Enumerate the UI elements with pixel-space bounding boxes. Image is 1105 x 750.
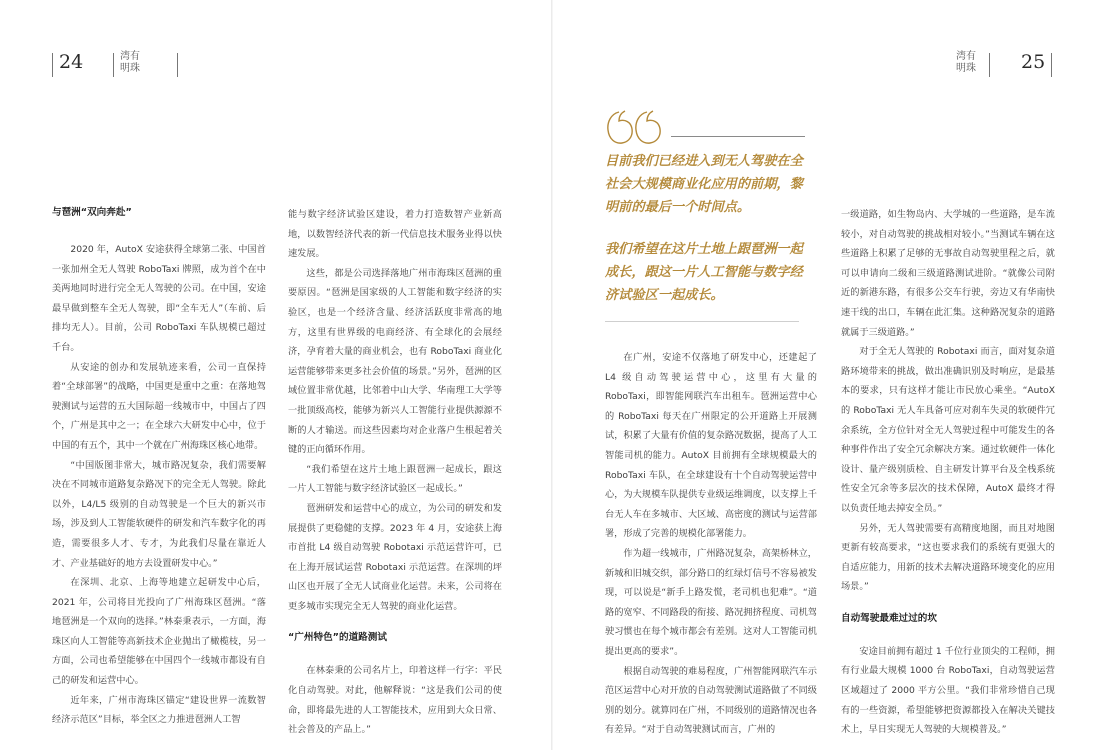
body-paragraph: 一级道路，如生物岛内、大学城的一些道路，是车流较小，对自动驾驶的挑战相对较小。”当测试车辆在这些道路上积累了足够的无事故自动驾驶里程之后，就可以申请向二级和三级道路测试进阶。“就像公司附近的新港东路，有很多公交车行驶，旁边又有华南快速干线的出口，车辆在此汇集。这种路况复杂的道路就属于三级道路。”	[841, 209, 1055, 338]
section-heading: 与琶洲“双向奔赴”	[52, 207, 132, 218]
body-paragraph: 对于全无人驾驶的 Robotaxi 而言，面对复杂道路环境带来的挑战，做出准确识别及时响应，是最基本的要求，只有这样才能让市民放心乘坐。“AutoX 的 RoboTaxi 无人车具备可应对刹车失灵的软硬件冗余系统，全方位针对全无人驾驶过程中可能发生的各种事件作出了安全冗余解决方案。通过软硬件一体化设计、量产级别质检、自主研发计算平台及全栈系统性安全冗余等多层次的技术保障，AutoX 最终才得以负责任地去掉安全员。”	[841, 346, 1055, 514]
section-heading: “广州特色”的道路测试	[288, 632, 387, 644]
quote-rule	[605, 321, 799, 322]
page-number: 25	[1021, 51, 1046, 73]
section-heading: 自动驾驶最难过过的坎	[841, 612, 937, 624]
quote-rule	[671, 136, 805, 137]
quote-mark-icon	[605, 100, 665, 146]
body-paragraph: 能与数字经济试验区建设，着力打造数智产业新高地，以数智经济代表的新一代信息技术服务业得以快速发展。	[288, 209, 502, 260]
body-paragraph: 这些，都是公司选择落地广州市海珠区琶洲的重要原因。“琶洲是国家级的人工智能和数字经济的实验区，也是一个经济含量、经济活跃度非常高的地方，这里有世界级的电商经济、有全球化的会展经济，孕育着大量的商业机会，也有 RoboTaxi 商业化运营能够带来更多社会价值的场景。”另外，琶洲的区域位置非常优越，比邻着中山大学、华南理工大学等一批顶级高校，能够为新兴人工智能行业提供源源不断的人才输送。而这些因素均对企业落户生根起着关键的正向循环作用。	[288, 267, 502, 456]
brand-line-1: 湾有	[120, 51, 140, 62]
body-paragraph: 从安途的创办和发展轨迹来看，公司一直保持着“全球部署”的战略，中国更是重中之重：在落地驾驶测试与运营的五大国际超一线城市中，中国占了四个，广州是其中之一；在全球六大研发中心中，位于中国的有五个，其中一个就在广州海珠区核心地带。	[52, 361, 266, 451]
body-paragraph: “中国版图非常大，城市路况复杂，我们需要解决在不同城市道路复杂路况下的完全无人驾驶。除此以外，L4/L5 级别的自动驾驶是一个巨大的新兴市场，涉及到人工智能软硬件的研发和汽车数字化的再造，需要很多人才、专才，为此我们尽量在靠近人才、产业基础好的地方去设置研发中心。”	[52, 459, 266, 569]
header-divider	[52, 53, 53, 77]
body-paragraph: “我们希望在这片土地上跟琶洲一起成长，跟这一片人工智能与数字经济试验区一起成长。”	[288, 463, 502, 495]
body-paragraph: 近年来，广州市海珠区锚定“建设世界一流数智经济示范区”目标，举全区之力推进琶洲人工智	[52, 694, 266, 726]
header-divider	[989, 53, 990, 77]
left-page-header	[0, 47, 552, 77]
text-column-3	[605, 348, 817, 740]
pull-quote-text: 目前我们已经进入到无人驾驶在全社会大规模商业化应用的前期，黎明前的最后一个时间点。	[605, 154, 803, 215]
header-divider	[177, 53, 178, 77]
page-number: 24	[59, 51, 84, 73]
body-paragraph: 2020 年，AutoX 安途获得全球第二张、中国首一张加州全无人驾驶 RoboTaxi 牌照，成为首个在中美两地同时进行完全无人驾驶的公司。在中国，安途最早做到整车全无人驾驶，即“全车无人”（车前、后排均无人）。目前，公司 RoboTaxi 车队规模已超过千台。	[52, 244, 266, 353]
body-paragraph: 根据自动驾驶的难易程度，广州智能网联汽车示范区运营中心对开放的自动驾驶测试道路做了不同级别的划分。就算同在广州，不同级别的道路情况也各有差异。“对于自动驾驶测试而言，广州的	[605, 665, 817, 736]
header-divider	[113, 53, 114, 77]
header-divider	[1051, 53, 1052, 77]
body-paragraph: 在深圳、北京、上海等地建立起研发中心后，2021 年，公司将目光投向了广州海珠区琶洲。“落地琶洲是一个双向的选择。”林泰秉表示，一方面，海珠区向人工智能等高新技术企业抛出了橄榄枝，另一方面，公司也希望能够在中国四个一线城市都设有自己的研发和运营中心。	[52, 577, 266, 687]
body-paragraph: 安途目前拥有超过 1 千位行业顶尖的工程师，拥有行业最大规模 1000 台 RoboTaxi，自动驾驶运营区域超过了 2000 平方公里。“我们非常珍惜自己现有的一些资源，希望能够把资源都投入在解决关键技术上，早日实现无人驾驶的大规模普及。”	[841, 645, 1055, 736]
brand-line-2: 明珠	[956, 63, 976, 74]
brand-mark	[120, 51, 140, 75]
left-page	[0, 0, 552, 750]
text-column-2	[288, 205, 502, 740]
brand-mark	[956, 51, 976, 75]
body-paragraph: 另外，无人驾驶需要有高精度地图，而且对地图更新有较高要求，“这也要求我们的系统有更强大的自适应能力，用新的技术去解决道路环境变化的应用场景。”	[841, 522, 1055, 593]
pull-quote-text: 我们希望在这片土地上跟琶洲一起成长，跟这一片人工智能与数字经济试验区一起成长。	[605, 242, 803, 303]
body-paragraph: 作为超一线城市，广州路况复杂，高架桥林立，新城和旧城交织，部分路口的红绿灯信号不容易被发现，可以说是“新手上路发慌，老司机也犯难”。“道路的宽窄、不同路段的衔接、路况拥挤程度、司机驾驶习惯也在每个城市都会有差别。这对人工智能司机提出更高的要求”。	[605, 547, 817, 657]
text-column-1	[52, 203, 266, 730]
right-page-header	[553, 47, 1105, 77]
body-paragraph: 琶洲研发和运营中心的成立，为公司的研发和发展提供了更稳健的支撑。2023 年 4 月，安途获上海市首批 L4 级自动驾驶 Robotaxi 示范运营许可，已在上海开展试运营 Robotaxi 示范运营。在深圳的坪山区也开展了全无人试商业化运营。未来，公司将在更多城市实现完全无人驾驶的商业化运营。	[288, 502, 502, 612]
brand-line-1: 湾有	[956, 51, 976, 62]
body-paragraph: 在林泰秉的公司名片上，印着这样一行字：平民化自动驾驶。对此，他解释说：“这是我们公司的使命，即将最先进的人工智能技术，应用到大众日常、社会普及的产品上。”	[288, 665, 502, 736]
body-paragraph: 在广州，安途不仅落地了研发中心，还建起了 L4 级自动驾驶运营中心，这里有大量的 RoboTaxi，即智能网联汽车出租车。琶洲运营中心的 RoboTaxi 每天在广州限定的公开道路上开展测试，积累了大量有价值的复杂路况数据，提高了人工智能司机的能力。AutoX 目前拥有全球规模最大的 RoboTaxi 车队，在全球建设有十个自动驾驶运营中心，为大规模车队提供专业级运维调度，以支撑上千台无人车在多城市、大区域、高密度的测试与运营部署，形成了完善的规模化部署能力。	[605, 352, 817, 540]
text-column-4	[841, 205, 1055, 740]
brand-line-2: 明珠	[120, 63, 140, 74]
